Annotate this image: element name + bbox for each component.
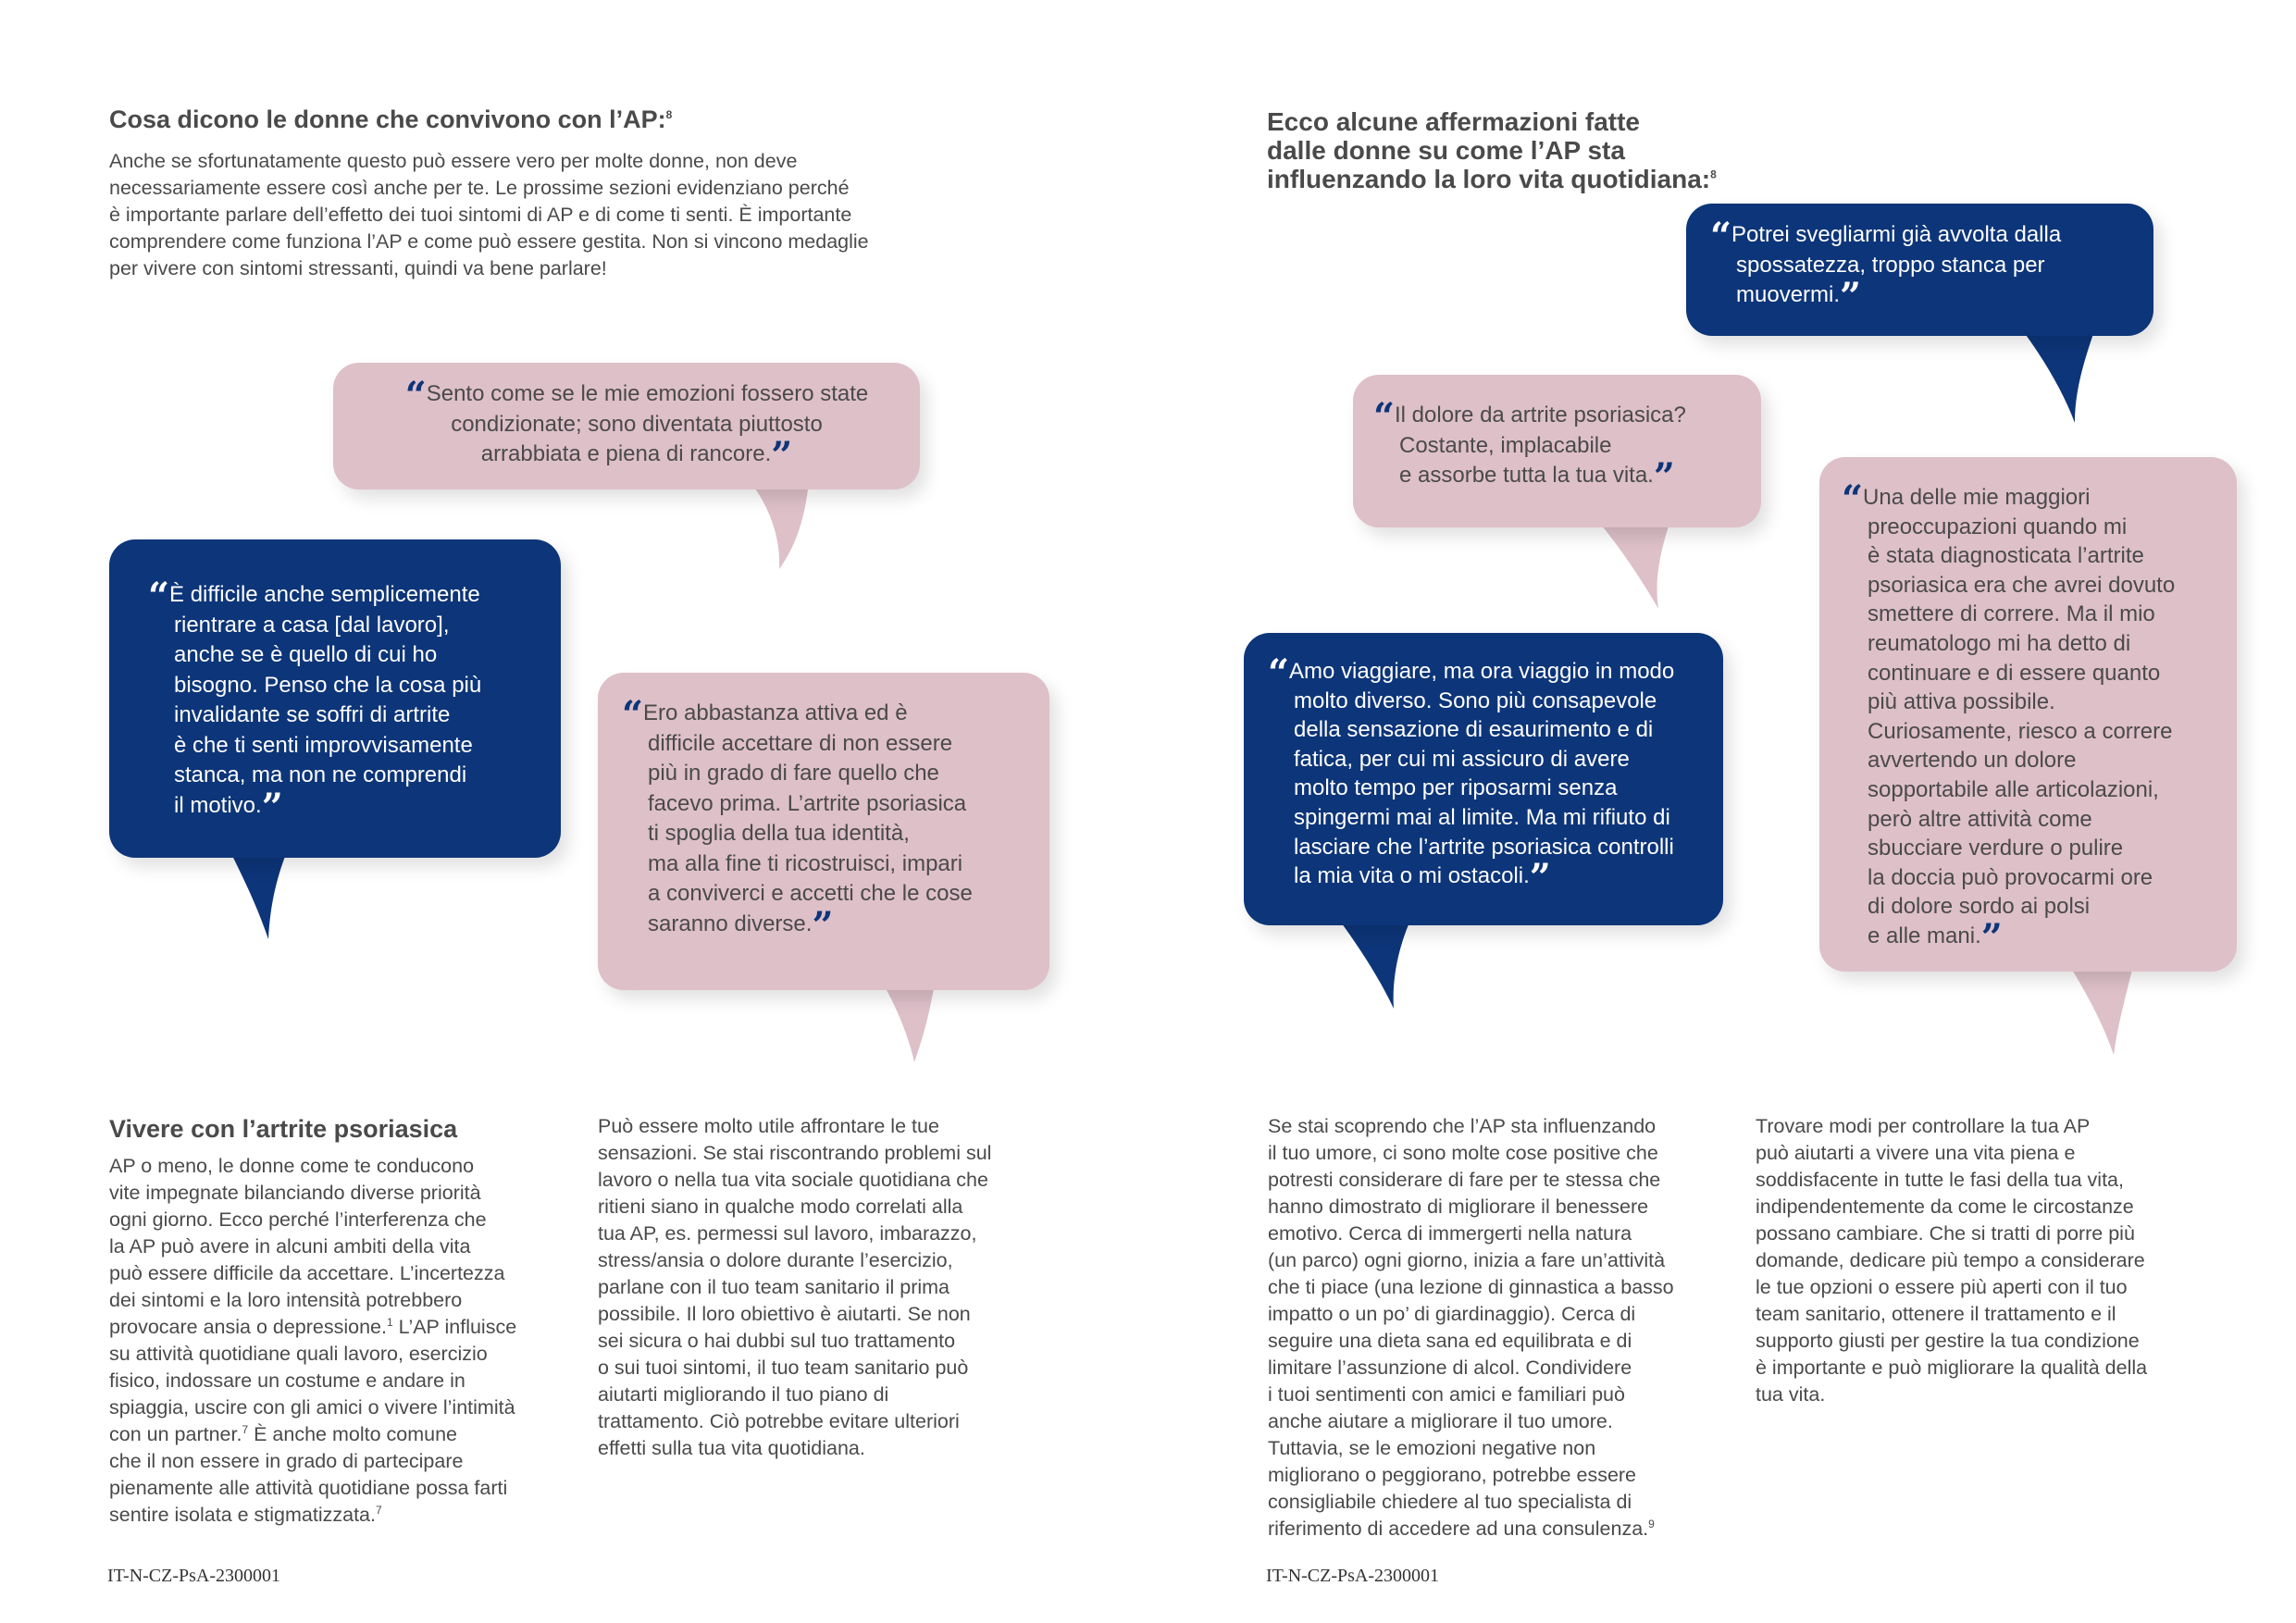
open-quote-icon: “ [1710,215,1732,258]
quote-bubble-4: “Potrei svegliarmi già avvolta dalla spossatezza, troppo stanca per muovermi.” [1686,204,2153,336]
close-quote-icon: ” [261,785,283,829]
close-quote-icon: ” [1529,856,1551,900]
right-col3-text: Se stai scoprendo che l’AP sta influenzando il tuo umore, ci sono molte cose positive che potresti considerare di fare per te stessa che hanno dimostrato di migliorare il benessere emotivo. Cerca di immergerti nella natura (un parco) ogni giorno, inizia a fare un’attività che ti piace (una lezione di ginnastica a basso impatto o un po’ di giardinaggio). Cerca di seguire una dieta sana ed equilibrata e di limitare l’assunzione di alcol. Condividere i tuoi sentimenti con amici e familiari può anche aiutare a migliorare il tuo umore. Tuttavia, se le emozioni negative non migliorano o peggiorano, potrebbe essere consigliabile chiedere al tuo specialista di riferimento di accedere ad una consulenza.$^9$ [1268,1115,1674,1540]
left-col1-text: AP o meno, le donne come te conducono vite impegnate bilanciando diverse priorità ogni giorno. Ecco perché l’interferenza che la AP può avere in alcuni ambiti della vita può essere difficile da accettare. L’incertezza dei sintomi e la loro intensità potrebbero provocare ansia o depressione.$^1$ L’AP influisce su attività quotidiane quali lavoro, esercizio fisico, indossare un costume e andare in spiaggia, uscire con gli amici o vivere l’intimità con un partner.$^7$ È anche molto comune che il non essere in grado di partecipare pienamente alle attività quotidiane possa farti sentire isolata e stigmatizzata.$^7$ [109,1155,517,1526]
close-quote-icon: ” [1980,915,2003,960]
close-quote-icon: ” [1653,455,1675,499]
quote-bubble-2: “È difficile anche semplicemente rientrare a casa [dal lavoro], anche se è quello di cui ho bisogno. Penso che la cosa più invalidante se soffri di artrite è che ti senti improvvisamente stanca, ma non ne comprendi il motivo.” [109,539,561,858]
bubble-tail [2017,328,2101,426]
close-quote-icon: ” [771,434,793,477]
close-quote-icon: ” [1840,275,1862,318]
open-quote-icon: “ [1373,395,1396,439]
quote-bubble-3: “Ero abbastanza attiva ed è difficile accettare di non essere più in grado di fare quello che facevo prima. L’artrite psoriasica ti spoglia della tua identità, ma alla fine ti ricostruisci, impari a conviverci e accetti che le cose saranno diverse.” [598,673,1049,990]
close-quote-icon: ” [812,903,834,948]
open-quote-icon: “ [148,575,170,618]
quote-bubble-1: “Sento come se le mie emozioni fossero state condizionate; sono diventata piuttosto arrabbiata e piena di rancore.” [333,363,920,489]
left-col2-text: Può essere molto utile affrontare le tue sensazioni. Se stai riscontrando problemi sul lavoro o nella tua vita sociale quotidiana che ritieni siano in qualche modo correlati alla tua AP, es. permessi sul lavoro, imbarazzo, stress/ansia o dolore durante l’esercizio, parlane con il tuo team sanitario il prima possibile. Il loro obiettivo è aiutarti. Se non sei sicura o hai dubbi sul tuo trattamento o sui tuoi sintomi, il tuo team sanitario può aiutarti migliorando il tuo piano di trattamento. Ciò potrebbe evitare ulteriori effetti sulla tua vita quotidiana. [598,1115,992,1459]
bubble-tail [740,481,814,574]
open-quote-icon: “ [404,374,427,417]
right-heading: Ecco alcune affermazioni fatte dalle donne su come l’AP sta influenzando la loro vita quotidiana:$^8$ [1267,107,1717,193]
left-intro: Anche se sfortunatamente questo può essere vero per molte donne, non deve necessariamente essere così anche per te. Le prossime sezioni evidenziano perché è importante parlare dell’effetto dei tuoi sintomi di AP e di come ti senti. È importante comprendere come funziona l’AP e come può essere gestita. Non si vincono medaglie per vivere con sintomi stressanti, quindi va bene parlare! [109,150,869,279]
left-footer-code: IT-N-CZ-PsA-2300001 [107,1566,281,1586]
open-quote-icon: “ [622,693,644,737]
section-heading-living: Vivere con l’artrite psoriasica [109,1115,458,1143]
open-quote-icon: “ [1842,477,1864,521]
bubble-tail [1592,518,1675,611]
quote-bubble-7: “Amo viaggiare, ma ora viaggio in modo molto diverso. Sono più consapevole della sensazione di esaurimento e di fatica, per cui mi assicuro di avere molto tempo per riposarmi senza spingermi mai al limite. Ma mi rifiuto di lasciare che l’artrite psoriasica controlli la mia vita o mi ostacoli.” [1244,633,1723,925]
left-heading: Cosa dicono le donne che convivono con l’AP:$^8$ [109,105,673,133]
bubble-tail [222,847,296,948]
bubble-tail [2064,962,2138,1059]
quote-bubble-5: “Il dolore da artrite psoriasica? Costante, implacabile e assorbe tutta la tua vita.” [1353,375,1761,527]
quote-bubble-6: “Una delle mie maggiori preoccupazioni quando mi è stata diagnosticata l’artrite psoriasica era che avrei dovuto smettere di correre. Ma il mio reumatologo mi ha detto di continuare e di essere quanto più attiva possibile. Curiosamente, riesco a correre avvertendo un dolore sopportabile alle articolazioni, però altre attività come sbucciare verdure o pulire la doccia può provocarmi ore di dolore sordo ai polsi e alle mani.” [1819,457,2237,972]
right-footer-code: IT-N-CZ-PsA-2300001 [1266,1566,1440,1586]
open-quote-icon: “ [1268,651,1290,695]
right-col4-text: Trovare modi per controllare la tua AP può aiutarti a vivere una vita piena e soddisfacente in tutte le fasi della tua vita, indipendentemente da come le circostanze possano cambiare. Che si tratti di porre più domande, dedicare più tempo a considerare le tue opzioni o essere più aperti con il tuo team sanitario, ottenere il trattamento e il supporto giusti per gestire la tua condizione è importante e può migliorare la qualità della tua vita. [1756,1115,2148,1406]
bubble-tail [1333,916,1416,1013]
